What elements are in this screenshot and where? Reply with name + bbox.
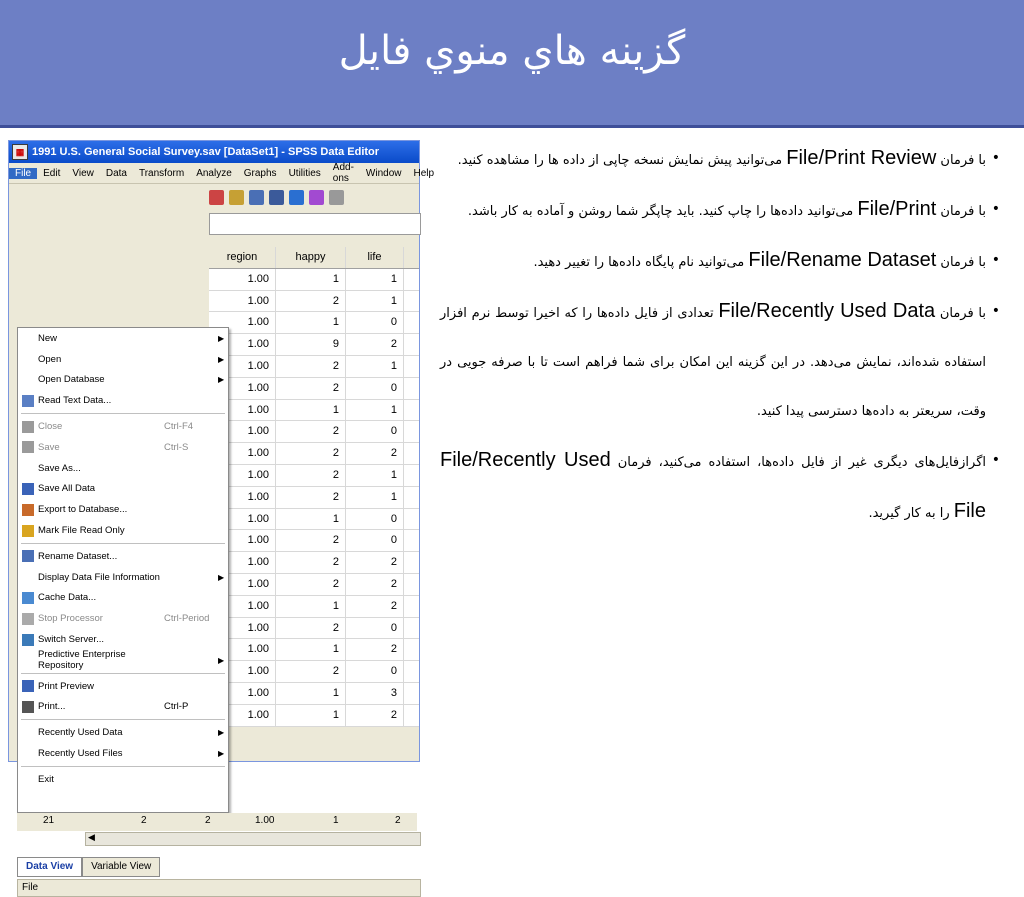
menu-item-shortcut: Ctrl-Period xyxy=(164,613,210,625)
grid-scroll-gutter xyxy=(404,574,419,595)
cache-icon xyxy=(22,592,34,604)
select-cases-icon[interactable] xyxy=(289,190,304,205)
menu-item-label: Close xyxy=(38,421,63,433)
menu-item-new[interactable] xyxy=(18,328,228,349)
menu-utilities[interactable]: Utilities xyxy=(288,167,321,179)
table-cell[interactable]: 1.00 xyxy=(209,530,276,551)
column-header[interactable]: region xyxy=(209,247,276,268)
grid-scroll-gutter xyxy=(404,421,419,442)
menu-item-rename-dataset[interactable] xyxy=(18,546,228,567)
table-row xyxy=(209,378,419,400)
menu-separator xyxy=(21,719,225,720)
table-cell[interactable]: 1.00 xyxy=(209,552,276,573)
table-row xyxy=(209,334,419,356)
table-cell[interactable]: 1 xyxy=(346,487,404,508)
menu-item-label: Exit xyxy=(38,773,54,785)
submenu-arrow-icon: ▶ xyxy=(218,333,225,343)
menu-item-save-all-data[interactable] xyxy=(18,479,228,500)
table-cell[interactable]: 1.00 xyxy=(209,421,276,442)
spss-window xyxy=(8,140,435,893)
table-cell[interactable]: 1 xyxy=(346,269,404,290)
table-row xyxy=(209,574,419,596)
table-cell[interactable]: 2 xyxy=(346,552,404,573)
table-row xyxy=(209,487,419,509)
table-cell[interactable]: 1.00 xyxy=(209,596,276,617)
table-cell[interactable]: 0 xyxy=(346,661,404,682)
table-row xyxy=(209,465,419,487)
grid-scroll-gutter xyxy=(404,356,419,377)
table-cell[interactable]: 2 xyxy=(346,639,404,660)
weight-cases-icon[interactable] xyxy=(269,190,284,205)
menu-item-recently-used-data[interactable] xyxy=(18,722,228,743)
table-cell[interactable]: 2 xyxy=(346,443,404,464)
table-cell[interactable]: 1 xyxy=(276,705,346,726)
table-cell[interactable]: 2 xyxy=(276,487,346,508)
table-cell[interactable]: 1.00 xyxy=(209,291,276,312)
window-title: 1991 U.S. General Social Survey.sav [DataSet1] - SPSS Data Editor xyxy=(32,146,380,158)
command-name: File/Print Review xyxy=(786,147,937,169)
menu-data[interactable]: Data xyxy=(105,167,127,179)
menu-graphs[interactable]: Graphs xyxy=(243,167,277,179)
menu-item-icon-slot xyxy=(22,353,34,365)
menu-item-exit[interactable] xyxy=(18,769,228,790)
menu-item-switch-server[interactable] xyxy=(18,629,228,650)
grid-scroll-gutter xyxy=(404,291,419,312)
text-data-icon xyxy=(22,395,34,407)
stop-icon xyxy=(22,613,34,625)
menu-item-icon-slot xyxy=(22,374,34,386)
bullet-item xyxy=(440,185,1000,236)
grid-scroll-gutter xyxy=(404,378,419,399)
table-cell[interactable]: 1 xyxy=(276,639,346,660)
table-cell[interactable]: 2 xyxy=(276,618,346,639)
menu-separator xyxy=(21,766,225,767)
cell-value: 1 xyxy=(333,815,339,826)
menu-item-shortcut: Ctrl-F4 xyxy=(164,421,194,433)
table-row xyxy=(209,443,419,465)
menu-help[interactable]: Help xyxy=(413,167,435,179)
table-cell[interactable]: 1.00 xyxy=(209,487,276,508)
server-icon xyxy=(22,634,34,646)
grid-scroll-gutter xyxy=(404,596,419,617)
rename-icon xyxy=(22,550,34,562)
table-cell[interactable]: 0 xyxy=(346,530,404,551)
table-cell[interactable]: 1.00 xyxy=(209,618,276,639)
spss-app-icon: ▦ xyxy=(12,144,28,160)
view-tabs xyxy=(17,857,160,877)
toolbar xyxy=(209,185,419,209)
table-row xyxy=(209,269,419,291)
menu-separator xyxy=(21,413,225,414)
menu-item-predictive-enterprise-repository[interactable] xyxy=(18,650,228,671)
column-header[interactable]: happy xyxy=(276,247,346,268)
table-cell[interactable]: 1 xyxy=(346,356,404,377)
menu-item-label: Read Text Data... xyxy=(38,395,112,407)
command-name: File/Recently Used Data xyxy=(718,300,936,322)
table-cell[interactable]: 2 xyxy=(276,378,346,399)
table-cell[interactable]: 1 xyxy=(276,312,346,333)
table-cell[interactable]: 1.00 xyxy=(209,639,276,660)
menu-transform[interactable]: Transform xyxy=(138,167,185,179)
table-row xyxy=(209,705,419,727)
cell-value: 2 xyxy=(205,815,211,826)
table-cell[interactable]: 2 xyxy=(346,574,404,595)
menu-item-icon-slot xyxy=(22,462,34,474)
split-file-icon[interactable] xyxy=(249,190,264,205)
menu-item-icon-slot xyxy=(22,727,34,739)
table-cell[interactable]: 1.00 xyxy=(209,400,276,421)
grid-scroll-gutter xyxy=(404,443,419,464)
bullet-text: اگرازفایل‌های دیگری غیر از فایل داده‌ها، استفاده می‌کنید، فرمان xyxy=(617,455,986,470)
printer-icon xyxy=(22,701,34,713)
menu-item-label: Print... xyxy=(38,701,66,713)
table-row xyxy=(209,618,419,640)
menu-item-open-database[interactable] xyxy=(18,370,228,391)
bullet-text: را به کار گیرید. xyxy=(868,506,950,521)
print-preview-icon xyxy=(22,680,34,692)
table-cell[interactable]: 2 xyxy=(346,596,404,617)
table-cell[interactable]: 0 xyxy=(346,618,404,639)
bullet-text: با فرمان xyxy=(939,306,986,321)
menu-item-label: Save All Data xyxy=(38,483,96,495)
menu-window[interactable]: Window xyxy=(365,167,402,179)
menu-item-label: Save As... xyxy=(38,462,81,474)
table-cell[interactable]: 1.00 xyxy=(209,269,276,290)
menu-item-label: New xyxy=(38,332,58,344)
table-cell[interactable]: 0 xyxy=(346,509,404,530)
menu-item-save[interactable] xyxy=(18,437,228,458)
command-name: File/Rename Dataset xyxy=(748,249,937,271)
table-cell[interactable]: 1.00 xyxy=(209,356,276,377)
table-cell[interactable]: 9 xyxy=(276,334,346,355)
insert-cases-icon[interactable] xyxy=(209,190,224,205)
menu-item-label: Cache Data... xyxy=(38,592,97,604)
submenu-arrow-icon: ▶ xyxy=(218,354,225,364)
table-cell[interactable]: 1.00 xyxy=(209,574,276,595)
grid-scroll-gutter xyxy=(404,705,419,726)
grid-scroll-gutter xyxy=(404,269,419,290)
submenu-arrow-icon: ▶ xyxy=(218,375,225,385)
bullet-text: با فرمان xyxy=(940,255,986,270)
table-cell[interactable]: 0 xyxy=(346,312,404,333)
grid-scroll-gutter xyxy=(404,334,419,355)
cell-value: 2 xyxy=(395,815,401,826)
insert-variable-icon[interactable] xyxy=(229,190,244,205)
file-menu xyxy=(17,327,229,813)
row-number: 21 xyxy=(43,815,55,826)
table-cell[interactable]: 2 xyxy=(276,443,346,464)
menu-analyze[interactable]: Analyze xyxy=(196,167,232,179)
command-name: File/Recently Used File xyxy=(440,449,986,522)
menu-item-label: Mark File Read Only xyxy=(38,525,125,537)
bullet-item xyxy=(440,236,1000,287)
menu-item-print-preview[interactable] xyxy=(18,676,228,697)
grid-scroll-gutter xyxy=(404,509,419,530)
export-db-icon xyxy=(22,504,34,516)
last-row xyxy=(17,813,417,831)
table-cell[interactable]: 2 xyxy=(276,356,346,377)
table-row xyxy=(209,661,419,683)
table-cell[interactable]: 1 xyxy=(276,596,346,617)
menu-separator xyxy=(21,673,225,674)
menu-item-export-to-database[interactable] xyxy=(18,499,228,520)
menu-item-label: Stop Processor xyxy=(38,613,103,625)
menu-item-open[interactable] xyxy=(18,349,228,370)
table-row xyxy=(209,509,419,531)
menu-item-label: Predictive Enterprise Repository xyxy=(38,649,126,672)
menu-item-shortcut: Ctrl-P xyxy=(164,701,189,713)
menu-item-label: Save xyxy=(38,441,60,453)
table-cell[interactable]: 1.00 xyxy=(209,334,276,355)
table-row xyxy=(209,552,419,574)
grid-scroll-gutter xyxy=(404,530,419,551)
menu-item-label: Switch Server... xyxy=(38,634,104,646)
menu-item-label: Open Database xyxy=(38,374,105,386)
submenu-arrow-icon: ▶ xyxy=(218,728,225,738)
menu-item-icon-slot xyxy=(22,571,34,583)
table-cell[interactable]: 1.00 xyxy=(209,465,276,486)
tab-data-view[interactable]: Data View xyxy=(17,857,82,877)
cell-editor[interactable] xyxy=(209,213,421,235)
menu-item-label: Display Data File Information xyxy=(38,571,160,583)
table-row xyxy=(209,421,419,443)
table-cell[interactable]: 2 xyxy=(276,291,346,312)
table-cell[interactable]: 0 xyxy=(346,378,404,399)
table-cell[interactable]: 3 xyxy=(346,683,404,704)
menu-item-stop-processor[interactable] xyxy=(18,608,228,629)
table-cell[interactable]: 1.00 xyxy=(209,312,276,333)
table-cell[interactable]: 1 xyxy=(346,465,404,486)
table-cell[interactable]: 2 xyxy=(276,661,346,682)
table-cell[interactable]: 2 xyxy=(346,705,404,726)
menu-item-cache-data[interactable] xyxy=(18,588,228,609)
menu-item-icon-slot xyxy=(22,332,34,344)
menu-item-save-as[interactable] xyxy=(18,458,228,479)
scroll-left-icon[interactable]: ◀ xyxy=(88,832,95,842)
menu-item-print[interactable] xyxy=(18,697,228,718)
save-icon xyxy=(22,441,34,453)
save-all-icon xyxy=(22,483,34,495)
bullet-text: تعدادی از فایل داده‌ها را که اخیرا توسط نرم افزار استفاده شده‌اند، نمایش می‌دهد. در این گزینه این امکان برای شما فراهم است تا با صرفه جویی در وقت، سریعتر به داده‌ها دسترسی پیدا کنید. xyxy=(440,306,986,419)
menu-item-mark-file-read-only[interactable] xyxy=(18,520,228,541)
menu-item-label: Recently Used Data xyxy=(38,727,123,739)
table-cell[interactable]: 1.00 xyxy=(209,378,276,399)
tab-variable-view[interactable]: Variable View xyxy=(82,857,160,877)
bullet-text: می‌توانید داده‌ها را چاپ کنید. باید چاپگر شما روشن و آماده به کار باشد. xyxy=(467,204,854,219)
grid-scroll-gutter xyxy=(404,661,419,682)
table-cell[interactable]: 2 xyxy=(346,334,404,355)
table-cell[interactable]: 2 xyxy=(276,530,346,551)
table-cell[interactable]: 1.00 xyxy=(209,443,276,464)
menu-item-read-text-data[interactable] xyxy=(18,390,228,411)
menu-item-recently-used-files[interactable] xyxy=(18,743,228,764)
table-cell[interactable]: 1.00 xyxy=(209,705,276,726)
menu-view[interactable]: View xyxy=(72,167,94,179)
menu-item-label: Export to Database... xyxy=(38,504,128,516)
window-titlebar[interactable] xyxy=(9,141,419,163)
table-cell[interactable]: 2 xyxy=(276,465,346,486)
table-cell[interactable]: 1 xyxy=(346,291,404,312)
table-cell[interactable]: 2 xyxy=(276,421,346,442)
submenu-arrow-icon: ▶ xyxy=(218,572,225,582)
grid-scroll-gutter xyxy=(404,639,419,660)
submenu-arrow-icon: ▶ xyxy=(218,749,225,759)
table-cell[interactable]: 1 xyxy=(276,683,346,704)
menu-addons[interactable]: Add-ons xyxy=(332,162,354,184)
bullet-list xyxy=(440,134,1000,538)
table-cell[interactable]: 1 xyxy=(276,269,346,290)
menu-item-display-data-file-information[interactable] xyxy=(18,567,228,588)
bullet-item xyxy=(440,436,1000,538)
bullet-text: با فرمان xyxy=(940,153,986,168)
command-name: File/Print xyxy=(857,198,937,220)
menu-item-shortcut: Ctrl-S xyxy=(164,441,189,453)
menu-item-label: Recently Used Files xyxy=(38,748,123,760)
menu-item-close[interactable] xyxy=(18,416,228,437)
table-cell[interactable]: 1 xyxy=(276,509,346,530)
horizontal-scrollbar[interactable] xyxy=(85,832,421,846)
table-row xyxy=(209,683,419,705)
grid-scroll-gutter xyxy=(404,487,419,508)
bullet-text: می‌توانید پیش نمایش نسخه چاپی از داده ها را مشاهده کنید. xyxy=(457,153,783,168)
header-divider xyxy=(0,125,1024,128)
menu-file[interactable]: File xyxy=(9,168,37,179)
bullet-text: می‌توانید نام پایگاه داده‌ها را تغییر دهید. xyxy=(533,255,745,270)
table-cell[interactable]: 1 xyxy=(346,400,404,421)
table-row xyxy=(209,596,419,618)
table-row xyxy=(209,400,419,422)
bullet-item xyxy=(440,287,1000,436)
value-labels-icon[interactable] xyxy=(309,190,324,205)
menu-item-label: Rename Dataset... xyxy=(38,550,118,562)
table-row xyxy=(209,356,419,378)
grid-scroll-gutter xyxy=(404,400,419,421)
menubar xyxy=(9,162,435,184)
table-cell[interactable]: 0 xyxy=(346,421,404,442)
table-cell[interactable]: 1.00 xyxy=(209,509,276,530)
submenu-arrow-icon: ▶ xyxy=(218,655,225,665)
grid-scroll-gutter xyxy=(404,552,419,573)
status-bar: File xyxy=(17,879,421,897)
table-cell[interactable]: 2 xyxy=(276,552,346,573)
data-grid xyxy=(209,247,419,727)
grid-scroll-gutter xyxy=(404,465,419,486)
table-row xyxy=(209,312,419,334)
column-header[interactable]: life xyxy=(346,247,404,268)
menu-item-icon-slot xyxy=(22,654,34,666)
slide-title: گزينه هاي منوي فايل xyxy=(338,28,686,74)
table-cell[interactable]: 1 xyxy=(276,400,346,421)
cell-value: 1.00 xyxy=(255,815,275,826)
table-cell[interactable]: 1.00 xyxy=(209,661,276,682)
menu-item-icon-slot xyxy=(22,748,34,760)
bullet-item xyxy=(440,134,1000,185)
close-icon xyxy=(22,421,34,433)
table-row xyxy=(209,291,419,313)
bullet-text: با فرمان xyxy=(940,204,986,219)
grid-scroll-gutter xyxy=(404,618,419,639)
cell-value: 2 xyxy=(141,815,147,826)
table-row xyxy=(209,530,419,552)
lock-file-icon xyxy=(22,525,34,537)
grid-scroll-gutter xyxy=(404,683,419,704)
menu-edit[interactable]: Edit xyxy=(43,167,61,179)
menu-item-label: Print Preview xyxy=(38,680,94,692)
menu-item-icon-slot xyxy=(22,773,34,785)
use-sets-icon[interactable] xyxy=(329,190,344,205)
table-cell[interactable]: 1.00 xyxy=(209,683,276,704)
menu-item-label: Open xyxy=(38,353,62,365)
grid-scroll-gutter xyxy=(404,247,419,268)
grid-scroll-gutter xyxy=(404,312,419,333)
grid-header-row xyxy=(209,247,419,269)
table-cell[interactable]: 2 xyxy=(276,574,346,595)
table-row xyxy=(209,639,419,661)
menu-separator xyxy=(21,543,225,544)
